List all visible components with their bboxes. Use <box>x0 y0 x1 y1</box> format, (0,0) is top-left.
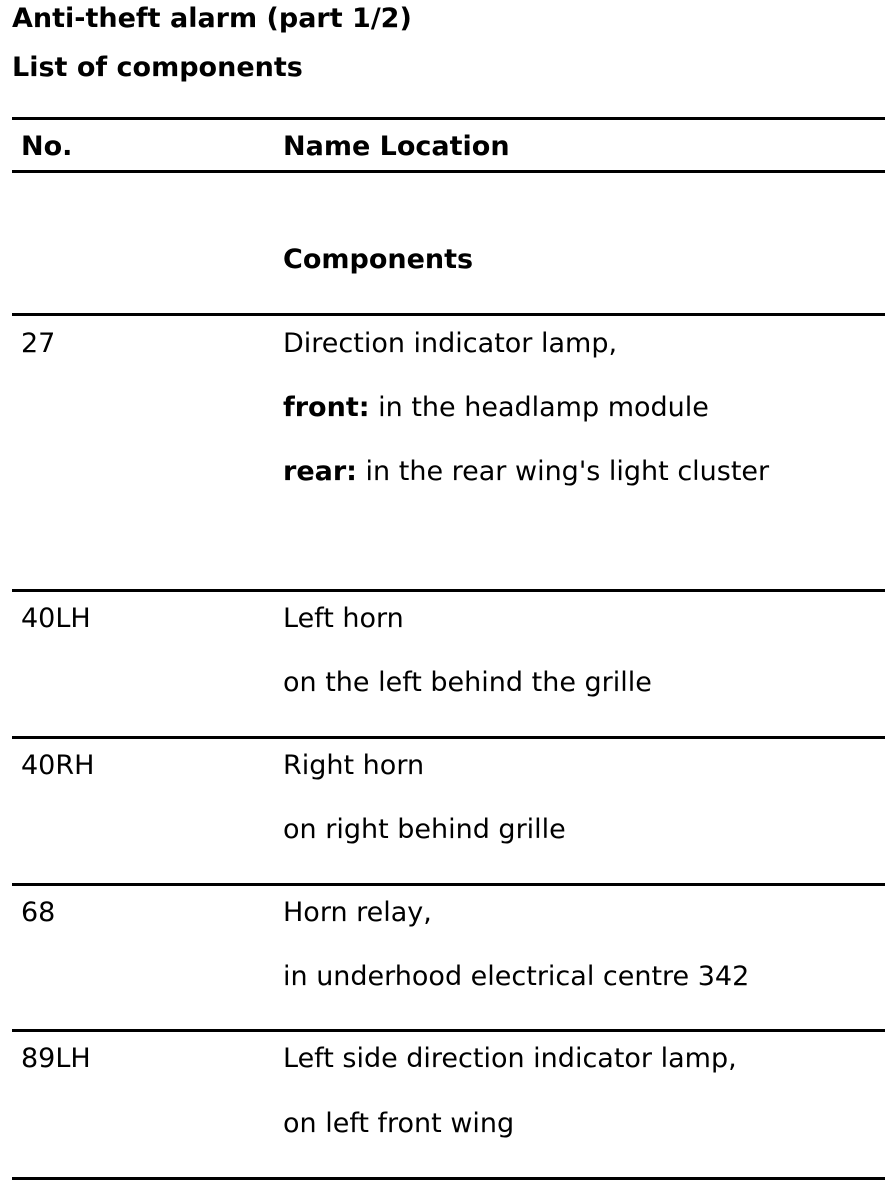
row-number: 40RH <box>21 750 95 781</box>
row-line: Horn relay, <box>283 897 432 928</box>
row-number: 68 <box>21 897 56 928</box>
table-bottom-rule <box>12 1177 885 1180</box>
page-title: Anti-theft alarm (part 1/2) <box>12 3 412 34</box>
row-divider <box>12 313 885 316</box>
section-heading: Components <box>283 244 474 275</box>
location-text: in the rear wing's light cluster <box>356 456 770 487</box>
header-no: No. <box>21 131 73 162</box>
row-line <box>283 392 709 424</box>
header-name-location: Name Location <box>283 131 510 162</box>
location-label: rear: <box>283 456 357 487</box>
row-divider <box>12 883 885 886</box>
row-line: on right behind grille <box>283 814 566 845</box>
row-number: 89LH <box>21 1043 91 1074</box>
row-line: Left side direction indicator lamp, <box>283 1043 737 1074</box>
location-label: front: <box>283 392 370 423</box>
row-number: 27 <box>21 328 56 359</box>
row-divider <box>12 736 885 739</box>
row-line <box>283 456 769 488</box>
row-line: Left horn <box>283 603 404 634</box>
row-number: 40LH <box>21 603 91 634</box>
table-top-rule <box>12 117 885 120</box>
row-line: in underhood electrical centre 342 <box>283 961 750 992</box>
row-line: on the left behind the grille <box>283 667 652 698</box>
row-line: Right horn <box>283 750 425 781</box>
header-bottom-rule <box>12 170 885 173</box>
location-text: in the headlamp module <box>369 392 709 423</box>
row-line: Direction indicator lamp, <box>283 328 618 359</box>
row-line: on left front wing <box>283 1108 515 1139</box>
row-divider <box>12 589 885 592</box>
page-subtitle: List of components <box>12 52 303 83</box>
row-divider <box>12 1029 885 1032</box>
